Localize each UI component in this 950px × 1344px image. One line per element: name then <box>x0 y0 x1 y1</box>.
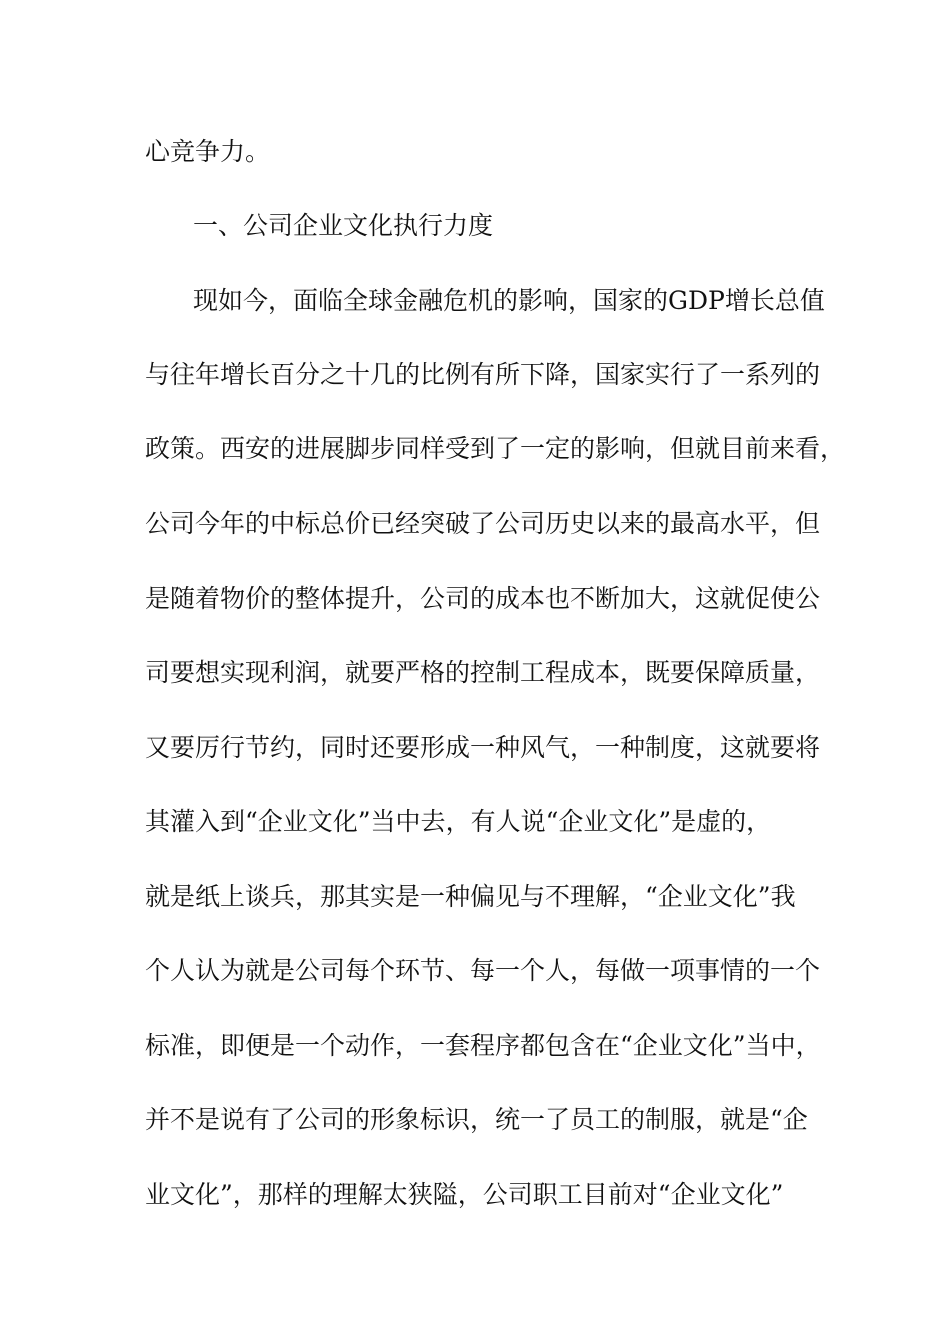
text-line-14: 并不是说有了公司的形象标识，统一了员工的制服，就是“企 <box>145 1105 808 1134</box>
text-line-9: 又要厉行节约，同时还要形成一种风气，一种制度，这就要将 <box>145 733 821 762</box>
text-line-11: 就是纸上谈兵，那其实是一种偏见与不理解，“企业文化”我 <box>145 882 796 911</box>
text-line-6: 公司今年的中标总价已经突破了公司历史以来的最高水平，但 <box>145 509 821 538</box>
text-line-8: 司要想实现利润，就要严格的控制工程成本，既要保障质量， <box>145 658 821 687</box>
text-line-13: 标准，即便是一个动作，一套程序都包含在“企业文化”当中， <box>145 1031 821 1060</box>
text-line-5: 政策。西安的进展脚步同样受到了一定的影响，但就目前来看， <box>145 434 846 463</box>
text-line-4: 与往年增长百分之十几的比例有所下降，国家实行了一系列的 <box>145 360 821 389</box>
section-heading: 一、公司企业文化执行力度 <box>193 211 494 240</box>
text-line-3: 现如今，面临全球金融危机的影响，国家的GDP增长总值 <box>193 286 825 315</box>
text-line-15: 业文化”，那样的理解太狭隘，公司职工目前对“企业文化” <box>145 1180 784 1209</box>
text-line-1: 心竞争力。 <box>145 137 271 166</box>
text-line-10: 其灌入到“企业文化”当中去，有人说“企业文化”是虚的， <box>145 807 772 836</box>
text-line-7: 是随着物价的整体提升，公司的成本也不断加大，这就促使公 <box>145 584 821 613</box>
text-line-12: 个人认为就是公司每个环节、每一个人，每做一项事情的一个 <box>145 956 821 985</box>
